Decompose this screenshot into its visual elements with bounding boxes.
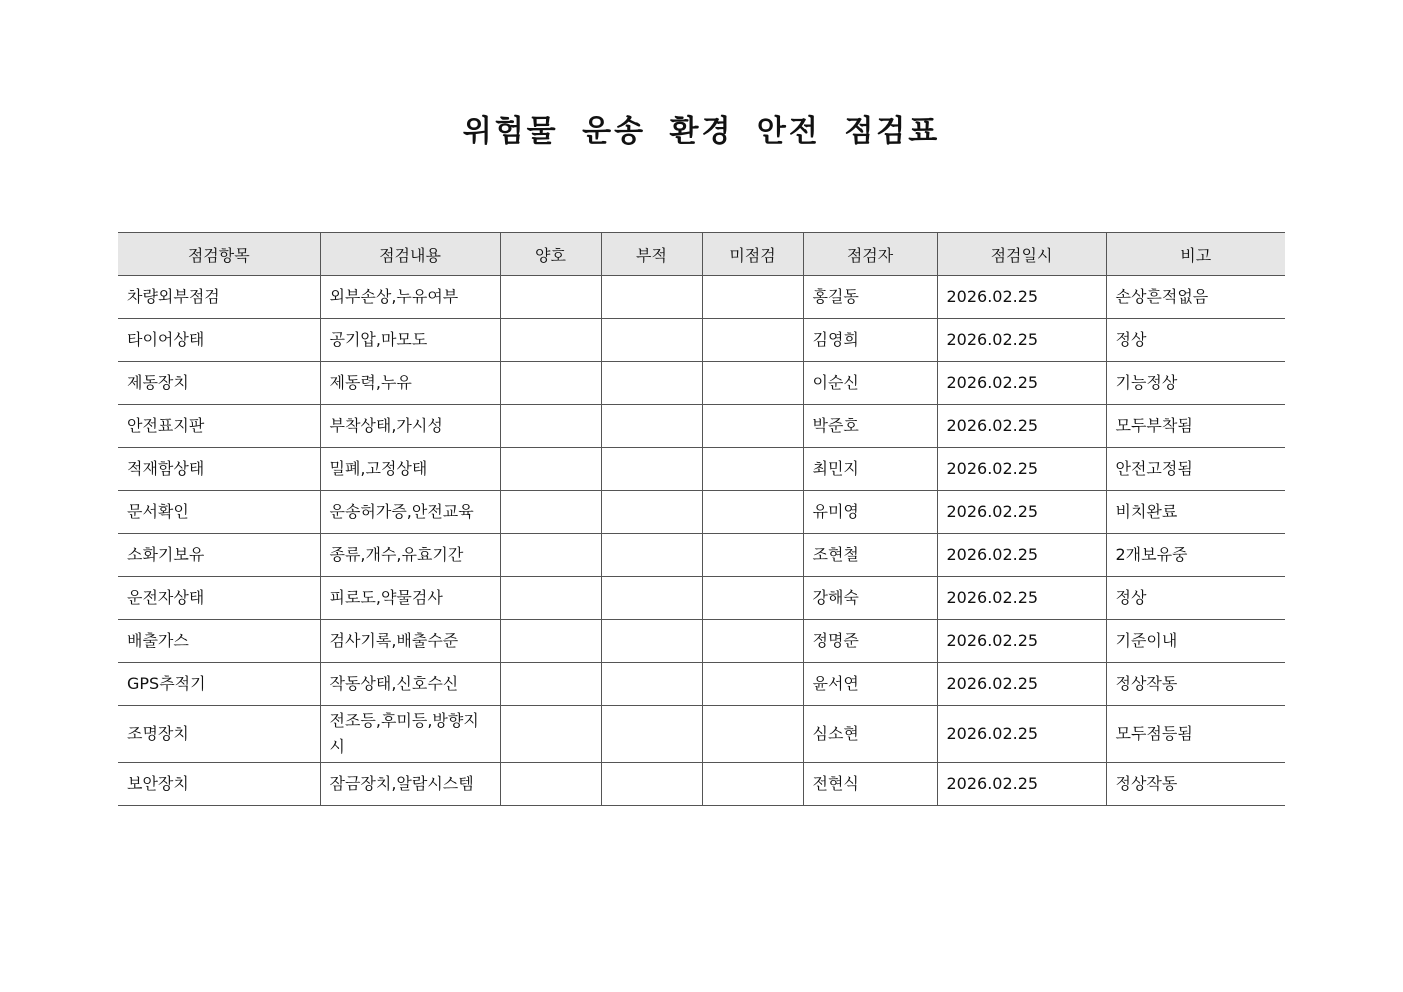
cell-item: 차량외부점검 (118, 276, 320, 319)
table-row (118, 276, 1285, 319)
cell-bad (601, 663, 702, 706)
cell-content: 전조등,후미등,방향지시 (320, 706, 500, 763)
cell-content: 제동력,누유 (320, 362, 500, 405)
table-row (118, 763, 1285, 806)
cell-inspector: 김영희 (803, 319, 937, 362)
cell-date: 2026.02.25 (937, 577, 1106, 620)
cell-unchecked (702, 405, 803, 448)
cell-content: 운송허가증,안전교육 (320, 491, 500, 534)
cell-inspector: 강해숙 (803, 577, 937, 620)
table-header-row (118, 233, 1285, 276)
cell-content: 잠금장치,알람시스템 (320, 763, 500, 806)
cell-bad (601, 577, 702, 620)
cell-good (500, 577, 601, 620)
cell-good (500, 620, 601, 663)
cell-good (500, 276, 601, 319)
cell-inspector: 조현철 (803, 534, 937, 577)
cell-note: 손상흔적없음 (1106, 276, 1285, 319)
header-good: 양호 (500, 233, 601, 276)
header-bad: 부적 (601, 233, 702, 276)
cell-note: 정상 (1106, 319, 1285, 362)
cell-item: GPS추적기 (118, 663, 320, 706)
cell-note: 비치완료 (1106, 491, 1285, 534)
table-row (118, 663, 1285, 706)
cell-date: 2026.02.25 (937, 319, 1106, 362)
cell-inspector: 박준호 (803, 405, 937, 448)
cell-good (500, 405, 601, 448)
cell-date: 2026.02.25 (937, 706, 1106, 763)
cell-note: 기준이내 (1106, 620, 1285, 663)
table-row (118, 491, 1285, 534)
table-row (118, 405, 1285, 448)
cell-item: 안전표지판 (118, 405, 320, 448)
cell-bad (601, 405, 702, 448)
cell-unchecked (702, 448, 803, 491)
cell-item: 적재함상태 (118, 448, 320, 491)
cell-unchecked (702, 706, 803, 763)
document-title: 위험물 운송 환경 안전 점검표 (462, 114, 941, 149)
cell-good (500, 706, 601, 763)
table-row (118, 706, 1285, 763)
cell-bad (601, 491, 702, 534)
table-row (118, 362, 1285, 405)
cell-bad (601, 763, 702, 806)
cell-date: 2026.02.25 (937, 663, 1106, 706)
table-row (118, 448, 1285, 491)
cell-bad (601, 534, 702, 577)
cell-item: 제동장치 (118, 362, 320, 405)
cell-content: 부착상태,가시성 (320, 405, 500, 448)
header-content: 점검내용 (320, 233, 500, 276)
cell-note: 정상작동 (1106, 663, 1285, 706)
cell-note: 기능정상 (1106, 362, 1285, 405)
cell-unchecked (702, 534, 803, 577)
cell-content: 밀폐,고정상태 (320, 448, 500, 491)
cell-good (500, 491, 601, 534)
table-row (118, 319, 1285, 362)
cell-note: 정상 (1106, 577, 1285, 620)
cell-inspector: 윤서연 (803, 663, 937, 706)
cell-inspector: 정명준 (803, 620, 937, 663)
cell-date: 2026.02.25 (937, 491, 1106, 534)
cell-note: 안전고정됨 (1106, 448, 1285, 491)
cell-note: 모두부착됨 (1106, 405, 1285, 448)
cell-unchecked (702, 577, 803, 620)
cell-date: 2026.02.25 (937, 763, 1106, 806)
cell-date: 2026.02.25 (937, 405, 1106, 448)
cell-content: 외부손상,누유여부 (320, 276, 500, 319)
table-row (118, 577, 1285, 620)
cell-content: 검사기록,배출수준 (320, 620, 500, 663)
cell-content: 피로도,약물검사 (320, 577, 500, 620)
cell-inspector: 최민지 (803, 448, 937, 491)
cell-item: 문서확인 (118, 491, 320, 534)
cell-bad (601, 276, 702, 319)
cell-item: 타이어상태 (118, 319, 320, 362)
cell-note: 모두점등됨 (1106, 706, 1285, 763)
header-unchecked: 미점검 (702, 233, 803, 276)
cell-inspector: 전현식 (803, 763, 937, 806)
cell-item: 소화기보유 (118, 534, 320, 577)
table-row (118, 620, 1285, 663)
cell-good (500, 362, 601, 405)
cell-good (500, 448, 601, 491)
cell-unchecked (702, 763, 803, 806)
cell-inspector: 심소현 (803, 706, 937, 763)
cell-unchecked (702, 319, 803, 362)
cell-date: 2026.02.25 (937, 534, 1106, 577)
cell-unchecked (702, 491, 803, 534)
cell-bad (601, 620, 702, 663)
cell-bad (601, 448, 702, 491)
cell-good (500, 319, 601, 362)
cell-date: 2026.02.25 (937, 448, 1106, 491)
cell-item: 운전자상태 (118, 577, 320, 620)
cell-content: 작동상태,신호수신 (320, 663, 500, 706)
cell-unchecked (702, 620, 803, 663)
cell-good (500, 534, 601, 577)
cell-content: 공기압,마모도 (320, 319, 500, 362)
cell-unchecked (702, 276, 803, 319)
cell-note: 정상작동 (1106, 763, 1285, 806)
cell-date: 2026.02.25 (937, 276, 1106, 319)
cell-date: 2026.02.25 (937, 362, 1106, 405)
header-note: 비고 (1106, 233, 1285, 276)
header-item: 점검항목 (118, 233, 320, 276)
cell-unchecked (702, 362, 803, 405)
cell-item: 보안장치 (118, 763, 320, 806)
cell-inspector: 이순신 (803, 362, 937, 405)
cell-good (500, 663, 601, 706)
inspection-table (118, 232, 1285, 806)
cell-bad (601, 362, 702, 405)
cell-item: 조명장치 (118, 706, 320, 763)
header-date: 점검일시 (937, 233, 1106, 276)
cell-note: 2개보유중 (1106, 534, 1285, 577)
cell-unchecked (702, 663, 803, 706)
cell-content: 종류,개수,유효기간 (320, 534, 500, 577)
table-body (118, 276, 1285, 806)
cell-good (500, 763, 601, 806)
cell-inspector: 유미영 (803, 491, 937, 534)
header-inspector: 점검자 (803, 233, 937, 276)
cell-inspector: 홍길동 (803, 276, 937, 319)
cell-bad (601, 706, 702, 763)
cell-item: 배출가스 (118, 620, 320, 663)
cell-date: 2026.02.25 (937, 620, 1106, 663)
cell-bad (601, 319, 702, 362)
table-row (118, 534, 1285, 577)
